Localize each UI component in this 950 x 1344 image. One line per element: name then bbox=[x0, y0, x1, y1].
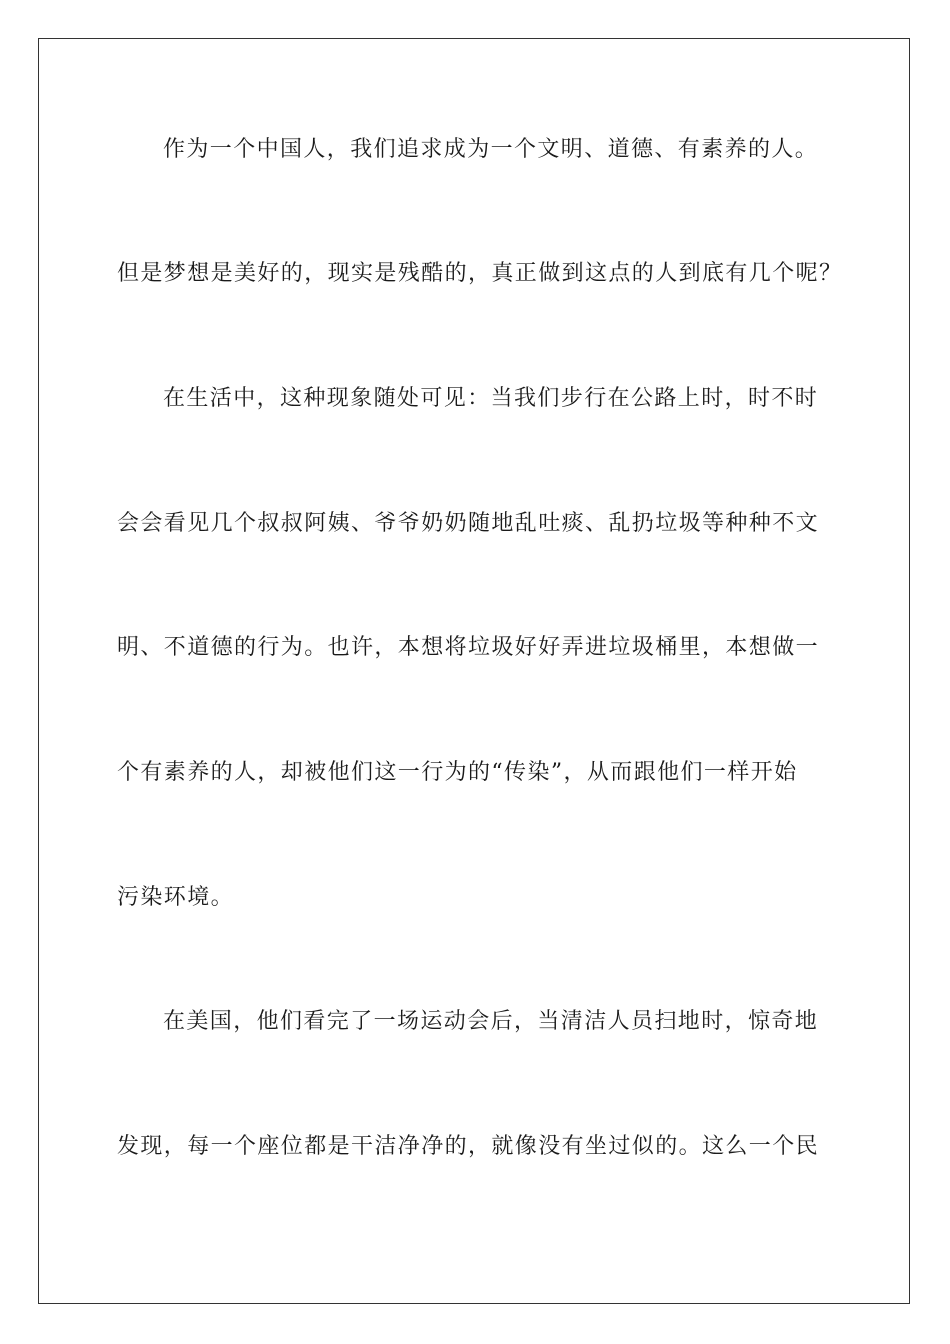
paragraph-line: 发现，每一个座位都是干洁净净的，就像没有坐过似的。这么一个民 bbox=[117, 1134, 820, 1159]
page-border bbox=[38, 38, 910, 1304]
paragraph-line: 但是梦想是美好的，现实是残酷的，真正做到这点的人到底有几个呢？ bbox=[117, 261, 843, 286]
paragraph-line: 会会看见几个叔叔阿姨、爷爷奶奶随地乱吐痰、乱扔垃圾等种种不文 bbox=[117, 511, 820, 536]
paragraph-line: 作为一个中国人，我们追求成为一个文明、道德、有素养的人。 bbox=[163, 137, 819, 162]
paragraph-line: 明、不道德的行为。也许，本想将垃圾好好弄进垃圾桶里，本想做一 bbox=[117, 635, 820, 660]
paragraph-line: 在生活中，这种现象随处可见：当我们步行在公路上时，时不时 bbox=[163, 386, 819, 411]
paragraph-line: 在美国，他们看完了一场运动会后，当清洁人员扫地时，惊奇地 bbox=[163, 1009, 819, 1034]
paragraph-line: 污染环境。 bbox=[117, 885, 235, 910]
paragraph-line: 个有素养的人，却被他们这一行为的“传染”，从而跟他们一样开始 bbox=[117, 760, 798, 785]
